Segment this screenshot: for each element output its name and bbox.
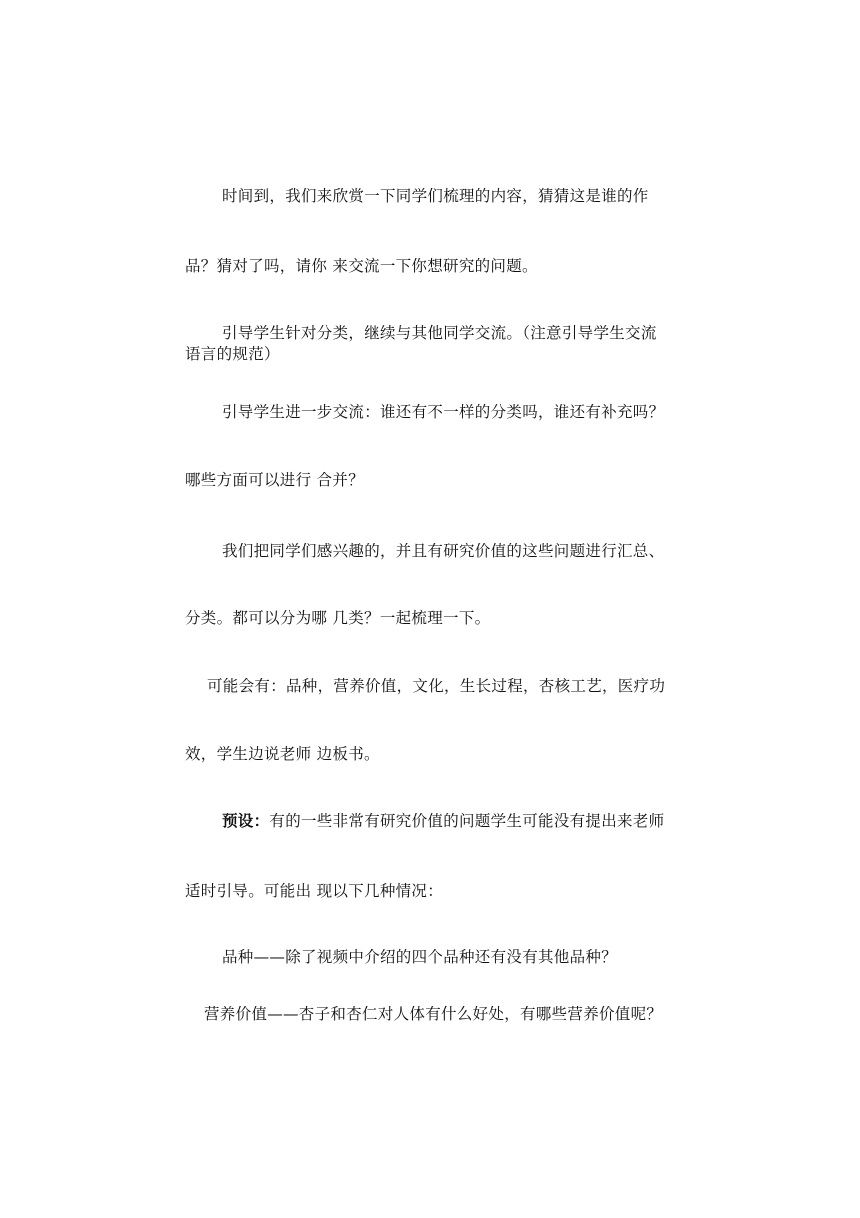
preset-paragraph-line: [222, 811, 664, 831]
preset-text: 有的一些非常有研究价值的问题学生可能没有提出来老师: [269, 812, 665, 830]
paragraph-line: 适时引导。可能出 现以下几种情况：: [185, 882, 444, 900]
paragraph-line: 我们把同学们感兴趣的，并且有研究价值的这些问题进行汇总、: [222, 542, 665, 560]
paragraph-line: 分类。都可以分为哪 几类？一起梳理一下。: [185, 609, 491, 627]
paragraph-line: 哪些方面可以进行 合并？: [185, 471, 365, 489]
paragraph-line: 时间到，我们来欣赏一下同学们梳理的内容，猜猜这是谁的作: [222, 187, 649, 205]
preset-label: 预设：: [222, 811, 270, 830]
paragraph-line: 品？猜对了吗，请你 来交流一下你想研究的问题。: [185, 257, 538, 275]
paragraph-line: 效，学生边说老师 边板书。: [185, 745, 380, 763]
paragraph-line: 可能会有：品种，营养价值，文化，生长过程，杏核工艺，医疗功: [207, 677, 666, 695]
paragraph-line: 引导学生针对分类，继续与其他同学交流。（注意引导学生交流: [222, 324, 657, 342]
paragraph-line: 营养价值——杏子和杏仁对人体有什么好处，有哪些营养价值呢？: [204, 1005, 663, 1023]
paragraph-line: 品种——除了视频中介绍的四个品种还有没有其他品种？: [222, 948, 618, 966]
paragraph-line: 引导学生进一步交流：谁还有不一样的分类吗，谁还有补充吗？: [222, 403, 665, 421]
paragraph-line: 语言的规范）: [185, 345, 280, 363]
